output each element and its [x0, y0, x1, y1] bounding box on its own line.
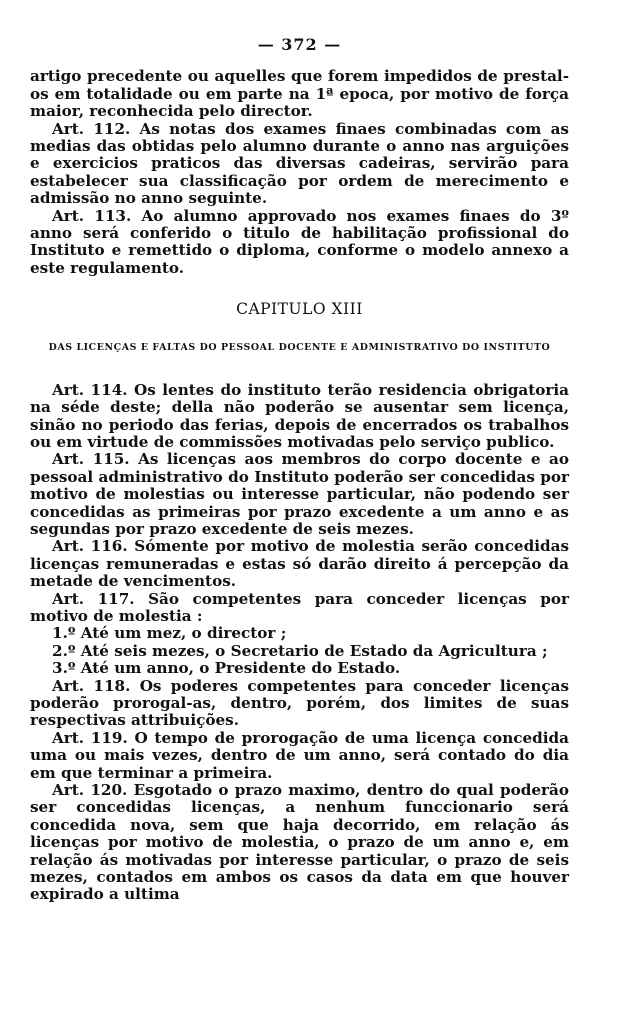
article-118: Art. 118. Os poderes competentes para conceder licenças poderão prorogal-as, dentro, porém, dos limites de suas respectivas attribuições.: [30, 676, 569, 730]
chapter-subtitle: DAS LICENÇAS E FALTAS DO PESSOAL DOCENTE E ADMINISTRATIVO DO INSTITUTO: [48, 341, 551, 353]
article-117: Art. 117. São competentes para conceder licenças por motivo de molestia :: [30, 589, 569, 625]
article-114: Art. 114. Os lentes do instituto terão residencia obrigatoria na séde deste; della não poderão se ausentar sem licença, sinão no periodo das ferias, depois de encerrados os trabalhos ou em virtude de commissões motivadas pelo serviço publico.: [30, 380, 569, 451]
list-item-1: 1.º Até um mez, o director ;: [52, 624, 287, 643]
list-item-3: 3.º Até um anno, o Presidente do Estado.: [52, 659, 401, 678]
paragraph-continuation: artigo precedente ou aquelles que forem impedidos de prestal-os em totalidade ou em parte na 1ª epoca, por motivo de força maior, reconhecida pelo director.: [30, 67, 569, 121]
page-number: — 372 —: [257, 35, 342, 54]
chapter-title: CAPITULO XIII: [236, 300, 363, 319]
list-item-2: 2.º Até seis mezes, o Secretario de Estado da Agricultura ;: [52, 641, 548, 660]
article-120: Art. 120. Esgotado o prazo maximo, dentro do qual poderão ser concedidas licenças, a nenhum funccionario será concedida nova, sem que haja decorrido, em relação ás licenças por motivo de molestia, o prazo de um anno e, em relação ás motivadas por interesse particular, o prazo de seis mezes, contados em ambos os casos da data em que houver expirado a ultima: [30, 781, 569, 904]
article-119: Art. 119. O tempo de prorogação de uma licença concedida uma ou mais vezes, dentro de um anno, será contado do dia em que terminar a primeira.: [30, 728, 569, 782]
article-116: Art. 116. Sómente por motivo de molestia serão concedidas licenças remuneradas e estas só darão direito á percepção da metade de vencimentos.: [30, 537, 569, 591]
article-113: Art. 113. Ao alumno approvado nos exames finaes do 3º anno será conferido o titulo de habilitação profissional do Instituto e remettido o diploma, conforme o modelo annexo a este regulamento.: [30, 206, 569, 277]
article-115: Art. 115. As licenças aos membros do corpo docente e ao pessoal administrativo do Instituto poderão ser concedidas por motivo de molestias ou interesse particular, não podendo ser concedidas as primeiras por prazo excedente a um anno e as segundas por prazo excedente de seis mezes.: [30, 450, 569, 538]
article-112: Art. 112. As notas dos exames finaes combinadas com as medias das obtidas pelo alumno durante o anno nas arguições e exercicios praticos das diversas cadeiras, servirão para estabelecer sua classificação por ordem de merecimento e admissão no anno seguinte.: [30, 119, 569, 208]
